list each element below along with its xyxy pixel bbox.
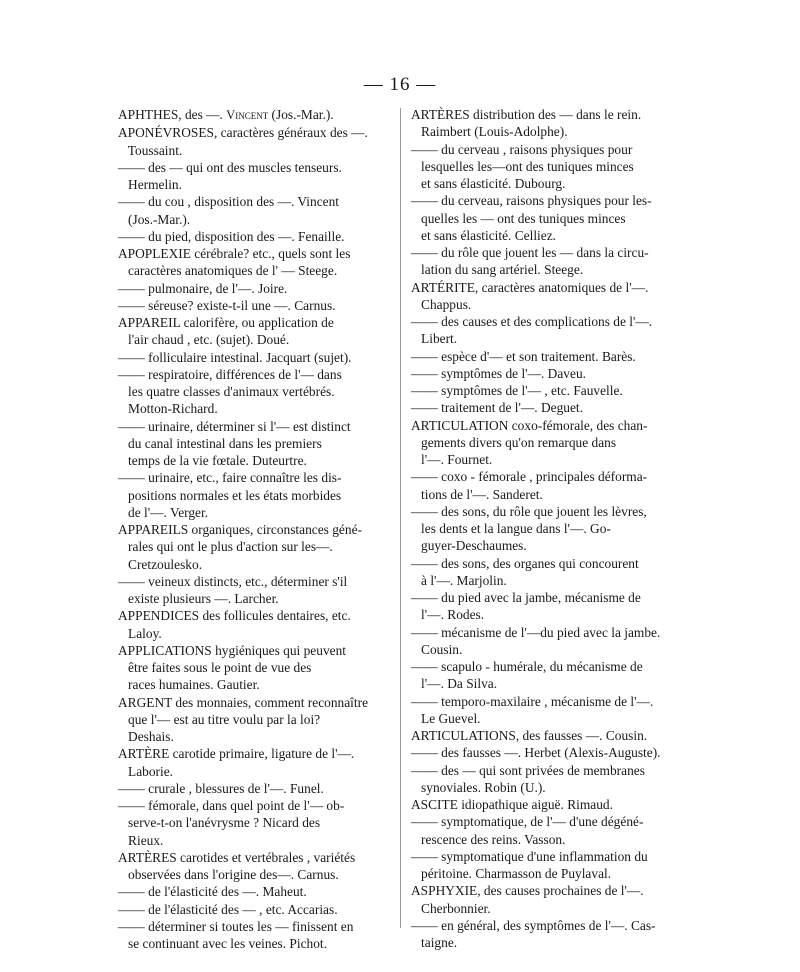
index-entry [411, 417, 683, 469]
entry-line: —— du cerveau, raisons physiques pour les- [411, 193, 652, 209]
index-entry [118, 245, 390, 280]
index-entry [411, 503, 683, 555]
index-entry [411, 106, 683, 141]
entry-line: —— coxo - fémorale , principales déforma- [411, 469, 648, 485]
entry-line: —— du pied avec la jambe, mécanisme de [411, 590, 641, 605]
index-entry [411, 624, 683, 659]
entry-continuation-line: races humaines. Gautier. [118, 677, 260, 693]
entry-continuation-line: Raimbert (Louis-Adolphe). [411, 124, 568, 140]
right-column [411, 106, 683, 951]
index-entry [118, 349, 390, 366]
entry-line: —— des — qui sont privées de membranes [411, 762, 645, 778]
entry-line: —— du cou , disposition des —. Vincent [118, 194, 339, 210]
entry-line: APHTHES, des —. Vincent (Jos.-Mar.). [118, 107, 334, 122]
index-entry [411, 882, 683, 917]
entry-continuation-line: et sans élasticité. Dubourg. [411, 176, 566, 191]
entry-line: —— urinaire, etc., faire connaître les dis- [118, 470, 342, 486]
entry-line: ASCITE idiopathique aiguë. Rimaud. [411, 797, 613, 812]
entry-continuation-line: synoviales. Robin (U.). [411, 779, 546, 795]
index-entry [411, 555, 683, 590]
entry-line: —— traitement de l'—. Deguet. [411, 400, 583, 416]
entry-line: —— des sons, des organes qui concourent [411, 555, 639, 571]
index-entry [411, 813, 683, 848]
entry-continuation-line: Le Guevel. [411, 710, 481, 726]
entry-continuation-line: Cousin. [411, 641, 463, 657]
entry-continuation-line: (Jos.-Mar.). [118, 211, 191, 227]
entry-continuation-line: l'—. Da Silva. [411, 676, 498, 692]
entry-line: ARTICULATION coxo-fémorale, des chan- [411, 417, 648, 433]
index-entry [118, 159, 390, 194]
entry-continuation-line: Chappus. [411, 296, 472, 312]
entry-line: ASPHYXIE, des causes prochaines de l'—. [411, 883, 644, 899]
entry-line: —— de l'élasticité des —. Maheut. [118, 884, 307, 900]
entry-continuation-line: lesquelles les—ont des tuniques minces [411, 158, 634, 174]
entry-continuation-line: péritoine. Charmasson de Puylaval. [411, 866, 612, 881]
entry-line: —— scapulo - humérale, du mécanisme de [411, 659, 643, 674]
index-entry [118, 228, 390, 245]
entry-continuation-line: rescence des reins. Vasson. [411, 831, 566, 847]
entry-line: ARTÈRES carotides et vertébrales , variétés [118, 849, 356, 865]
entry-line: —— mécanisme de l'—du pied avec la jambe. [411, 624, 661, 640]
author-name: Vincent [226, 108, 269, 122]
entry-line: APPENDICES des follicules dentaires, etc. [118, 608, 351, 624]
entry-line: —— des — qui ont des muscles tenseurs. [118, 159, 342, 175]
entry-continuation-line: Libert. [411, 331, 458, 347]
index-entry [118, 297, 390, 314]
entry-continuation-line: gements divers qu'on remarque dans [411, 434, 617, 450]
entry-line: —— du pied, disposition des —. Fenaille. [118, 228, 345, 244]
entry-line: APONÉVROSES, caractères généraux des —. [118, 125, 368, 141]
index-entry [411, 348, 683, 365]
index-entry [118, 883, 390, 900]
column-divider [400, 108, 401, 928]
left-column [118, 106, 390, 952]
index-entry [118, 366, 390, 418]
entry-continuation-line: et sans élasticité. Celliez. [411, 227, 557, 243]
entry-line: —— du rôle que jouent les — dans la circu- [411, 245, 649, 260]
entry-line: —— veineux distincts, etc., déterminer s'il [118, 573, 348, 589]
index-entry [411, 727, 683, 744]
index-entry [411, 192, 683, 244]
entry-continuation-line: à l'—. Marjolin. [411, 572, 507, 588]
entry-line: APPAREIL calorifère, ou application de [118, 315, 334, 330]
index-entry [411, 279, 683, 314]
entry-line: —— déterminer si toutes les — finissent en [118, 918, 354, 934]
entry-line: ARTÈRES distribution des — dans le rein. [411, 107, 642, 122]
index-entry [118, 314, 390, 349]
entry-line: APPLICATIONS hygiéniques qui peuvent [118, 642, 346, 658]
entry-line: —— temporo-maxilaire , mécanisme de l'—. [411, 693, 654, 709]
entry-line: —— fémorale, dans quel point de l'— ob- [118, 798, 345, 813]
index-entry [118, 780, 390, 797]
entry-line: —— symptomatique d'une inflammation du [411, 848, 648, 864]
index-entry [411, 382, 683, 399]
entry-continuation-line: les dents et la langue dans l'—. Go- [411, 521, 611, 536]
index-entry [118, 642, 390, 694]
entry-continuation-line: guyer-Deschaumes. [411, 538, 527, 554]
index-entry [118, 745, 390, 780]
index-entry [118, 469, 390, 521]
entry-continuation-line: être faites sous le point de vue des [118, 660, 312, 675]
entry-continuation-line: se continuant avec les veines. Pichot. [118, 936, 327, 951]
entry-line: —— des fausses —. Herbet (Alexis-Auguste). [411, 745, 661, 761]
entry-line: —— de l'élasticité des — , etc. Accarias. [118, 901, 338, 917]
entry-line: ARTÈRE carotide primaire, ligature de l'—. [118, 746, 355, 762]
index-entry [411, 693, 683, 728]
entry-continuation-line: de l'—. Verger. [118, 504, 209, 520]
entry-continuation-line: taigne. [411, 935, 458, 950]
index-entry [118, 418, 390, 470]
index-entry [118, 797, 390, 849]
entry-continuation-line: Toussaint. [118, 142, 183, 158]
entry-continuation-line: existe plusieurs —. Larcher. [118, 591, 279, 606]
entry-line: —— symptômes de l'—. Daveu. [411, 365, 586, 381]
entry-continuation-line: positions normales et les états morbides [118, 487, 342, 503]
entry-line: —— respiratoire, différences de l'— dans [118, 366, 342, 382]
page-number: — 16 — [363, 74, 437, 95]
entry-line: —— du cerveau , raisons physiques pour [411, 141, 633, 157]
entry-continuation-line: les quatre classes d'animaux vertébrés. [118, 384, 335, 399]
entry-continuation-line: que l'— est au titre voulu par la loi? [118, 711, 321, 727]
entry-line: APOPLEXIE cérébrale? etc., quels sont les [118, 246, 351, 261]
entry-line: ARTÉRITE, caractères anatomiques de l'—. [411, 279, 649, 295]
entry-line: ARGENT des monnaies, comment reconnaître [118, 694, 369, 710]
index-entry [118, 124, 390, 159]
entry-continuation-line: tions de l'—. Sanderet. [411, 486, 543, 502]
entry-continuation-line: lation du sang artériel. Steege. [411, 262, 584, 278]
index-entry [411, 589, 683, 624]
entry-continuation-line: observées dans l'origine des—. Carnus. [118, 867, 339, 882]
entry-line: —— séreuse? existe-t-il une —. Carnus. [118, 297, 336, 313]
entry-line: —— crurale , blessures de l'—. Funel. [118, 780, 324, 796]
index-entry [411, 365, 683, 382]
index-entry [411, 244, 683, 279]
index-entry [411, 399, 683, 416]
entry-continuation-line: Deshais. [118, 729, 174, 744]
entry-continuation-line: Cherbonnier. [411, 900, 491, 916]
index-entry [118, 918, 390, 953]
entry-continuation-line: Laborie. [118, 763, 174, 779]
entry-continuation-line: Motton-Richard. [118, 401, 218, 417]
entry-continuation-line: l'—. Fournet. [411, 452, 493, 467]
index-entry [118, 607, 390, 642]
index-entry [118, 280, 390, 297]
entry-continuation-line: Rieux. [118, 832, 164, 848]
entry-line: —— des causes et des complications de l'—. [411, 314, 653, 329]
index-entry [411, 141, 683, 193]
entry-continuation-line: rales qui ont le plus d'action sur les—. [118, 539, 333, 555]
index-entry [411, 917, 683, 952]
entry-line: —— folliculaire intestinal. Jacquart (sujet). [118, 349, 352, 365]
entry-continuation-line: l'air chaud , etc. (sujet). Doué. [118, 332, 290, 348]
index-entry [411, 796, 683, 813]
entry-continuation-line: quelles les — ont des tuniques minces [411, 210, 626, 226]
entry-continuation-line: Hermelin. [118, 177, 182, 192]
index-entry [411, 848, 683, 883]
entry-continuation-line: l'—. Rodes. [411, 607, 485, 623]
entry-continuation-line: caractères anatomiques de l' — Steege. [118, 263, 338, 279]
index-entry [118, 106, 390, 124]
entry-line: —— pulmonaire, de l'—. Joire. [118, 280, 288, 296]
entry-line: —— espèce d'— et son traitement. Barès. [411, 348, 636, 364]
index-entry [411, 744, 683, 761]
entry-line: APPAREILS organiques, circonstances géné- [118, 522, 362, 537]
entry-continuation-line: serve-t-on l'anévrysme ? Nicard des [118, 815, 321, 831]
index-entry [118, 901, 390, 918]
index-entry [118, 849, 390, 884]
entry-continuation-line: temps de la vie fœtale. Duteurtre. [118, 453, 307, 468]
index-entry [411, 468, 683, 503]
entry-line: —— symptômes de l'— , etc. Fauvelle. [411, 383, 623, 398]
entry-continuation-line: Laloy. [118, 625, 162, 641]
index-entry [118, 573, 390, 608]
entry-line: —— en général, des symptômes de l'—. Cas- [411, 917, 656, 933]
index-entry [118, 193, 390, 228]
entry-line: —— symptomatique, de l'— d'une dégéné- [411, 814, 644, 830]
index-entry [411, 658, 683, 693]
entry-line: ARTICULATIONS, des fausses —. Cousin. [411, 728, 648, 743]
entry-continuation-line: du canal intestinal dans les premiers [118, 435, 322, 451]
index-entry [411, 762, 683, 797]
index-entry [118, 521, 390, 573]
index-entry [118, 694, 390, 746]
entry-line: —— urinaire, déterminer si l'— est distinct [118, 418, 351, 434]
index-entry [411, 313, 683, 348]
entry-continuation-line: Cretzoulesko. [118, 556, 203, 572]
entry-line: —— des sons, du rôle que jouent les lèvres, [411, 503, 647, 519]
